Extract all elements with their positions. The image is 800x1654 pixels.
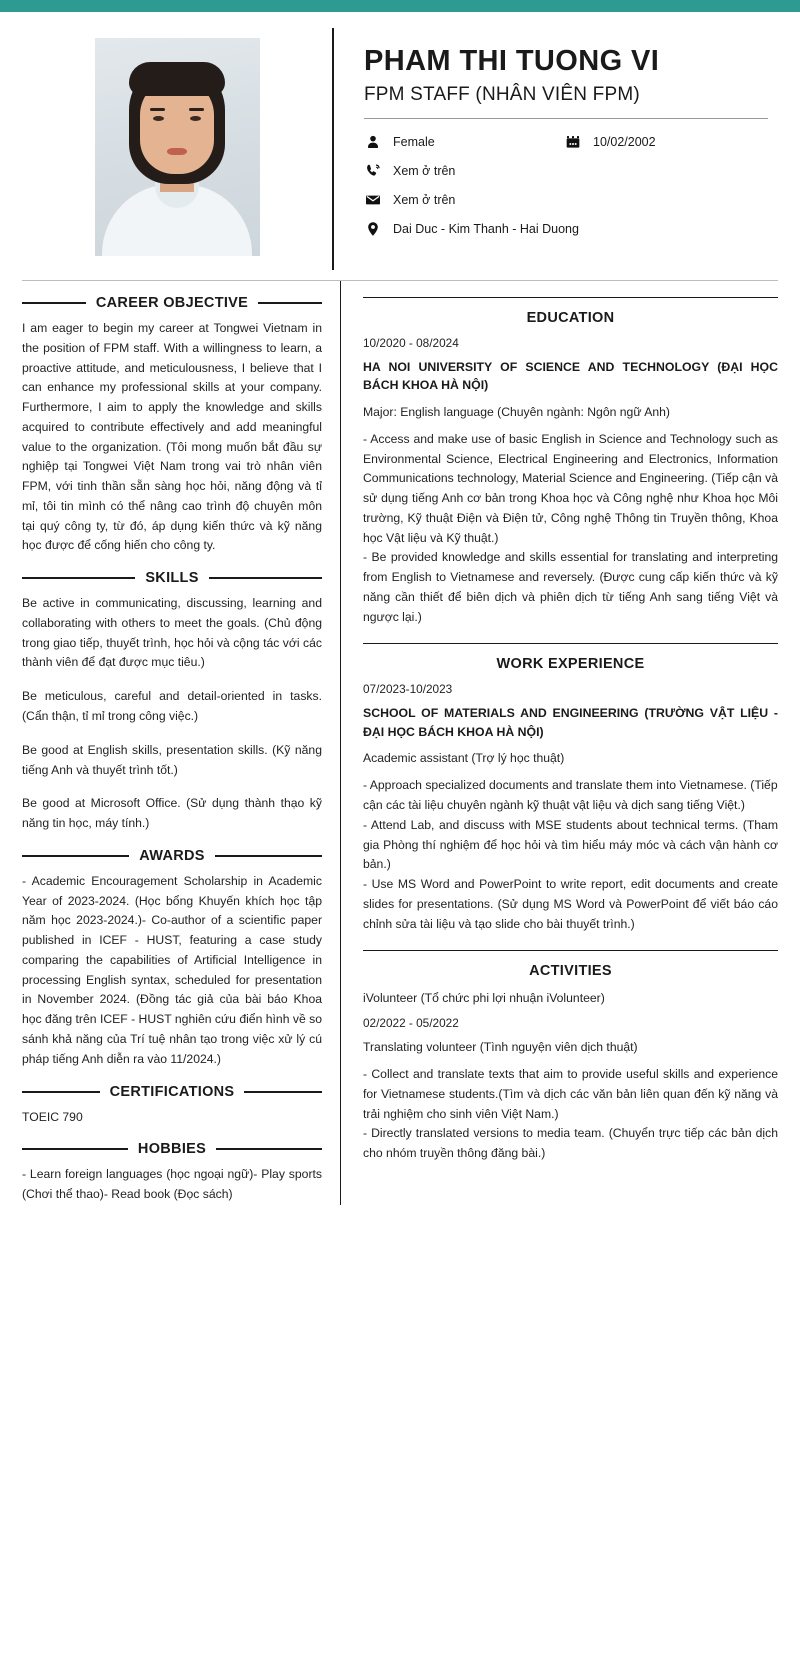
avatar — [95, 38, 260, 256]
skill-item: Be good at English skills, presentation skills. (Kỹ năng tiếng Anh và thuyết trình tốt.) — [22, 742, 322, 777]
phone-icon — [364, 162, 382, 180]
right-column — [340, 281, 778, 1205]
contact-gender-label: Female — [393, 134, 435, 149]
education-major: Major: English language (Chuyên ngành: Ngôn ngữ Anh) — [363, 404, 670, 419]
awards-text: - Academic Encouragement Scholarship in Academic Year of 2023-2024. (Học bổng Khuyến khích học tập năm học 2023-2024.)- Co-author of a scientific paper published in ICEF - HUST, featuring a case study comparing the capabilities of Artificial Intelligence in processing English syntax, scheduled for presentation in November 2024. (Đồng tác giả của bài báo Khoa học đăng trên ICEF - HUST nghiên cứu điển hình về so sánh khả năng của Trí tuệ nhân tạo trong việc xử lý cú pháp tiếng Anh diễn ra vào 11/2024.) — [22, 873, 322, 1066]
section-title-awards: AWARDS — [139, 847, 205, 864]
work-date: 07/2023-10/2023 — [363, 682, 453, 697]
contact-address-label: Dai Duc - Kim Thanh - Hai Duong — [393, 221, 579, 236]
work-role: Academic assistant (Trợ lý học thuật) — [363, 751, 565, 766]
section-header-career-objective — [22, 295, 322, 311]
contact-list — [364, 133, 778, 238]
profile-photo-container — [22, 28, 332, 270]
education-bullet: - Access and make use of basic English in Science and Technology such as Environmental Science, Electrical Engineering and Electronics, Information Communications technology, Material Science and Engineering. (Tiếp cận và sử dụng tiếng Anh cơ bản trong Khoa học và Công nghệ như Khoa học Môi trường, Kỹ thuật Điện và Điện tử, Công nghệ Thông tin Truyền thông, Khoa học Vật liệu và Kỹ thuật.) — [363, 431, 778, 545]
page-title: PHAM THI TUONG VI — [364, 45, 660, 77]
section-title-skills: SKILLS — [145, 570, 199, 587]
work-organization: SCHOOL OF MATERIALS AND ENGINEERING (TRƯỜNG VẬT LIỆU - ĐẠI HỌC BÁCH KHOA HÀ NỘI) — [363, 706, 778, 739]
location-pin-icon — [364, 220, 382, 238]
skill-item: Be meticulous, careful and detail-oriented in tasks. (Cẩn thận, tỉ mỉ trong công việc.) — [22, 689, 322, 724]
work-bullet: - Approach specialized documents and translate them into Vietnamese. (Tiếp cận các tài liệu chuyên ngành kỹ thuật vật liệu và dịch sang tiếng Việt.) — [363, 778, 778, 812]
certifications-text: TOEIC 790 — [22, 1109, 83, 1124]
person-icon — [364, 133, 382, 151]
job-title: FPM STAFF (NHÂN VIÊN FPM) — [364, 83, 640, 105]
work-bullet: - Attend Lab, and discuss with MSE students about technical terms. (Tham gia Phòng thí nghiệm để học hỏi và tìm hiểu máy móc và cách vận hành cơ bản.) — [363, 817, 778, 872]
activities-date: 02/2022 - 05/2022 — [363, 1016, 459, 1031]
accent-top-bar — [0, 0, 800, 12]
header-details — [332, 28, 778, 270]
contact-birthdate — [564, 133, 778, 151]
contact-email[interactable] — [364, 191, 778, 209]
section-title-work-experience: WORK EXPERIENCE — [496, 656, 645, 673]
education-organization: HA NOI UNIVERSITY OF SCIENCE AND TECHNOLOGY (ĐẠI HỌC BÁCH KHOA HÀ NỘI) — [363, 360, 778, 393]
section-header-skills — [22, 570, 322, 586]
cv-body — [0, 281, 800, 1205]
section-header-hobbies — [22, 1141, 322, 1157]
section-title-hobbies: HOBBIES — [137, 1141, 207, 1158]
section-title-career-objective: CAREER OBJECTIVE — [95, 295, 249, 311]
contact-phone-label: Xem ở trên — [393, 163, 456, 178]
education-date: 10/2020 - 08/2024 — [363, 336, 459, 350]
envelope-icon — [364, 191, 382, 209]
career-objective-text: I am eager to begin my career at Tongwei Vietnam in the position of FPM staff. With a willingness to learn, a proactive attitude, and meticulousness, I believe that I can enhance my professional skills at your company. Furthermore, I aim to apply the knowledge and skills acquired to contribute effectively and add meaningful value to the organization. (Tôi mong muốn bắt đầu sự nghiệp tại Tongwei Việt Nam trong vai trò nhân viên FPM, với tinh thần sẵn sàng học hỏi, năng động và tỉ mỉ, tôi tin mình có thể nâng cao trình độ chuyên môn tại quý công ty, từ đó, áp dụng kiến thức và kỹ năng học được để cống hiến cho công ty. — [22, 321, 322, 553]
skill-item: Be good at Microsoft Office. (Sử dụng thành thạo kỹ năng tin học, máy tính.) — [22, 796, 322, 831]
calendar-icon — [564, 133, 582, 151]
section-header-certifications — [22, 1084, 322, 1100]
activities-organization: iVolunteer (Tổ chức phi lợi nhuận iVolunteer) — [363, 991, 605, 1006]
activities-bullet: - Collect and translate texts that aim to provide useful skills and experience for Vietnamese students.(Tìm và dịch các văn bản liên quan đến kỹ năng và trải nghiệm cho sinh viên Việt Nam.) — [363, 1067, 778, 1121]
left-column — [22, 281, 340, 1205]
cv-header — [0, 12, 800, 280]
section-header-work-experience — [363, 643, 778, 672]
section-title-certifications: CERTIFICATIONS — [109, 1083, 235, 1100]
section-header-awards — [22, 848, 322, 864]
activities-bullet: - Directly translated versions to media team. (Chuyển trực tiếp các bản dịch cho nhóm truyền thông đăng bài.) — [363, 1126, 778, 1161]
section-header-education — [363, 297, 778, 326]
contact-birthdate-label: 10/02/2002 — [593, 134, 656, 149]
work-bullet: - Use MS Word and PowerPoint to write report, edit documents and create slides for presentations. (Sử dụng MS Word và PowerPoint để viết báo cáo chỉnh sửa tài liệu và tạo slide cho bài thuyết trình.) — [363, 877, 778, 931]
contact-phone[interactable] — [364, 162, 778, 180]
education-bullet: - Be provided knowledge and skills essential for translating and interpreting from English to Vietnamese and reversely. (Được cung cấp kiến thức và kỹ năng cần thiết để biên dịch và phiên dịch từ tiếng Anh sang tiếng Việt và ngược lại.) — [363, 550, 778, 624]
activities-role: Translating volunteer (Tình nguyện viên dịch thuật) — [363, 1040, 638, 1055]
section-title-education: EDUCATION — [526, 310, 615, 326]
skill-item: Be active in communicating, discussing, learning and collaborating with others to meet the goals. (Chủ động trong giao tiếp, thuyết trình, học hỏi và cộng tác với các thành viên để đạt được mục tiêu.) — [22, 596, 322, 670]
contact-address — [364, 220, 778, 238]
header-divider — [364, 118, 768, 119]
contact-email-label: Xem ở trên — [393, 192, 456, 207]
section-title-activities: ACTIVITIES — [529, 963, 612, 980]
hobbies-text: - Learn foreign languages (học ngoại ngữ)- Play sports (Chơi thể thao)- Read book (Đọc sách) — [22, 1167, 322, 1202]
contact-gender — [364, 133, 564, 151]
section-header-activities — [363, 950, 778, 979]
